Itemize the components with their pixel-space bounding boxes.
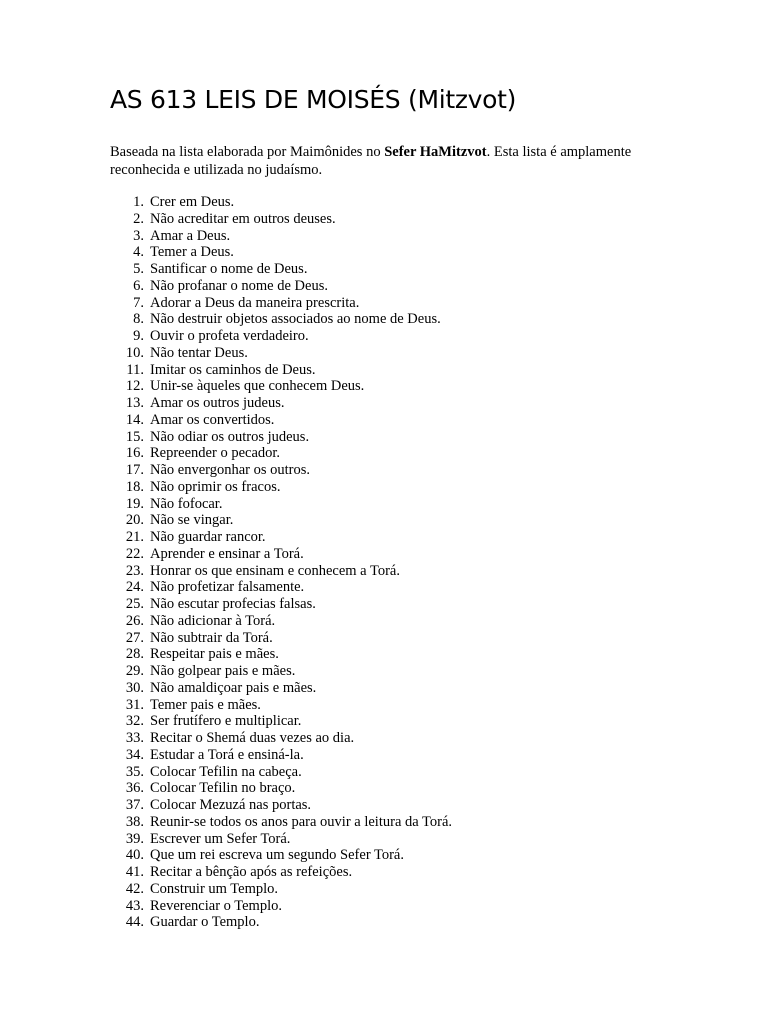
document-title: AS 613 LEIS DE MOISÉS (Mitzvot) bbox=[110, 85, 517, 114]
list-item bbox=[110, 847, 452, 864]
intro-paragraph bbox=[110, 143, 670, 179]
list-item-number: 32. bbox=[125, 713, 144, 730]
list-item bbox=[110, 563, 452, 580]
list-item-text: Reunir-se todos os anos para ouvir a leitura da Torá. bbox=[150, 813, 453, 830]
list-item-number: 6. bbox=[133, 277, 144, 294]
list-item-number: 11. bbox=[126, 361, 144, 378]
list-item bbox=[110, 596, 452, 613]
list-item-number: 3. bbox=[133, 227, 144, 244]
list-item-text: Reverenciar o Templo. bbox=[150, 897, 282, 914]
list-item bbox=[110, 831, 452, 848]
list-item bbox=[110, 362, 452, 379]
list-item-text: Amar os outros judeus. bbox=[150, 395, 285, 411]
list-item-number: 17. bbox=[125, 462, 144, 478]
list-item-text: Temer a Deus. bbox=[150, 244, 234, 261]
list-item-text: Não amaldiçoar pais e mães. bbox=[150, 679, 317, 696]
list-item-number: 40. bbox=[125, 847, 144, 864]
list-item-text: Recitar a bênção após as refeições. bbox=[150, 864, 353, 880]
list-item-number: 23. bbox=[125, 562, 144, 579]
list-item-number: 12. bbox=[125, 378, 144, 395]
list-item-number: 2. bbox=[133, 210, 144, 227]
list-item bbox=[110, 579, 452, 596]
list-item-text: Unir-se àqueles que conhecem Deus. bbox=[150, 378, 365, 395]
list-item-text: Repreender o pecador. bbox=[150, 445, 281, 462]
list-item bbox=[110, 663, 452, 680]
list-item-number: 42. bbox=[125, 880, 144, 897]
list-item-text: Imitar os caminhos de Deus. bbox=[150, 361, 316, 378]
list-item-text: Guardar o Templo. bbox=[150, 914, 260, 931]
list-item-number: 8. bbox=[133, 311, 144, 328]
list-item-text: Colocar Tefilin na cabeça. bbox=[150, 763, 302, 780]
list-item-number: 15. bbox=[125, 428, 144, 445]
intro-book-title: Sefer HaMitzvot bbox=[384, 144, 487, 160]
list-item bbox=[110, 445, 452, 462]
intro-text-end: . Esta lista é amplamente reconhecida e utilizada no judaísmo. bbox=[110, 144, 632, 178]
list-item-text: Não subtrair da Torá. bbox=[150, 629, 273, 646]
list-item-number: 24. bbox=[125, 579, 144, 596]
list-item-number: 27. bbox=[125, 629, 144, 646]
list-item-text: Não profanar o nome de Deus. bbox=[150, 277, 328, 294]
list-item bbox=[110, 613, 452, 630]
list-item bbox=[110, 914, 452, 931]
list-item bbox=[110, 529, 452, 546]
list-item-text: Estudar a Torá e ensiná-la. bbox=[150, 746, 304, 763]
list-item-number: 21. bbox=[125, 529, 144, 545]
list-item-number: 34. bbox=[125, 746, 144, 763]
list-item-number: 9. bbox=[133, 328, 144, 344]
list-item-text: Não oprimir os fracos. bbox=[150, 478, 281, 495]
list-item bbox=[110, 462, 452, 479]
list-item-text: Escrever um Sefer Torá. bbox=[150, 830, 291, 847]
list-item bbox=[110, 496, 452, 513]
list-item bbox=[110, 244, 452, 261]
list-item-number: 36. bbox=[125, 780, 144, 797]
list-item-text: Não golpear pais e mães. bbox=[150, 663, 296, 679]
list-item-number: 25. bbox=[125, 596, 144, 612]
list-item-number: 13. bbox=[125, 395, 144, 411]
list-item bbox=[110, 630, 452, 647]
list-item bbox=[110, 345, 452, 362]
list-item-text: Amar os convertidos. bbox=[150, 411, 275, 428]
list-item-text: Santificar o nome de Deus. bbox=[150, 261, 308, 277]
list-item bbox=[110, 378, 452, 395]
list-item bbox=[110, 646, 452, 663]
list-item bbox=[110, 881, 452, 898]
list-item-text: Não envergonhar os outros. bbox=[150, 462, 311, 478]
list-item-number: 1. bbox=[133, 194, 144, 210]
list-item-number: 14. bbox=[125, 411, 144, 428]
list-item-text: Aprender e ensinar a Torá. bbox=[150, 545, 304, 562]
list-item-text: Não fofocar. bbox=[150, 495, 223, 512]
list-item-text: Temer pais e mães. bbox=[150, 696, 261, 713]
list-item bbox=[110, 228, 452, 245]
list-item-text: Colocar Tefilin no braço. bbox=[150, 780, 296, 797]
list-item bbox=[110, 211, 452, 228]
list-item-number: 38. bbox=[125, 813, 144, 830]
list-item-text: Colocar Mezuzá nas portas. bbox=[150, 797, 312, 813]
list-item bbox=[110, 479, 452, 496]
list-item-text: Não adicionar à Torá. bbox=[150, 612, 276, 629]
list-item-number: 30. bbox=[125, 679, 144, 696]
list-item-number: 10. bbox=[125, 344, 144, 361]
list-item bbox=[110, 864, 452, 881]
list-item-text: Construir um Templo. bbox=[150, 880, 279, 897]
list-item-text: Não se vingar. bbox=[150, 512, 234, 529]
list-item-text: Respeitar pais e mães. bbox=[150, 646, 279, 663]
list-item bbox=[110, 680, 452, 697]
list-item-text: Ouvir o profeta verdadeiro. bbox=[150, 328, 309, 344]
list-item-number: 33. bbox=[125, 730, 144, 746]
list-item-number: 44. bbox=[125, 914, 144, 931]
list-item-number: 4. bbox=[133, 244, 144, 261]
list-item-text: Não acreditar em outros deuses. bbox=[150, 210, 336, 227]
list-item-number: 37. bbox=[125, 797, 144, 813]
list-item bbox=[110, 512, 452, 529]
list-item-text: Honrar os que ensinam e conhecem a Torá. bbox=[150, 562, 400, 579]
list-item-text: Não guardar rancor. bbox=[150, 529, 266, 545]
list-item-number: 16. bbox=[125, 445, 144, 462]
list-item-number: 26. bbox=[125, 612, 144, 629]
list-item-number: 43. bbox=[125, 897, 144, 914]
laws-list bbox=[110, 194, 452, 931]
list-item-number: 19. bbox=[125, 495, 144, 512]
list-item-number: 28. bbox=[125, 646, 144, 663]
list-item-number: 29. bbox=[125, 663, 144, 679]
list-item bbox=[110, 194, 452, 211]
list-item bbox=[110, 295, 452, 312]
list-item-text: Adorar a Deus da maneira prescrita. bbox=[150, 294, 360, 311]
list-item bbox=[110, 412, 452, 429]
list-item-number: 31. bbox=[125, 696, 144, 713]
list-item bbox=[110, 713, 452, 730]
list-item-text: Não tentar Deus. bbox=[150, 344, 248, 361]
list-item-text: Não destruir objetos associados ao nome de Deus. bbox=[150, 311, 441, 328]
list-item-number: 7. bbox=[133, 294, 144, 311]
list-item bbox=[110, 429, 452, 446]
list-item bbox=[110, 546, 452, 563]
list-item-text: Não escutar profecias falsas. bbox=[150, 596, 316, 612]
list-item-text: Amar a Deus. bbox=[150, 227, 231, 244]
list-item-number: 39. bbox=[125, 830, 144, 847]
list-item bbox=[110, 261, 452, 278]
list-item bbox=[110, 278, 452, 295]
list-item-text: Que um rei escreva um segundo Sefer Torá. bbox=[150, 847, 404, 864]
list-item bbox=[110, 395, 452, 412]
list-item bbox=[110, 328, 452, 345]
list-item-text: Não profetizar falsamente. bbox=[150, 579, 305, 596]
list-item bbox=[110, 311, 452, 328]
list-item bbox=[110, 747, 452, 764]
list-item bbox=[110, 797, 452, 814]
intro-text-start: Baseada na lista elaborada por Maimônides no bbox=[110, 144, 385, 160]
list-item-text: Crer em Deus. bbox=[150, 194, 235, 210]
list-item-number: 18. bbox=[125, 478, 144, 495]
list-item-text: Recitar o Shemá duas vezes ao dia. bbox=[150, 730, 355, 746]
list-item-text: Ser frutífero e multiplicar. bbox=[150, 713, 302, 730]
list-item-text: Não odiar os outros judeus. bbox=[150, 428, 310, 445]
list-item bbox=[110, 780, 452, 797]
list-item bbox=[110, 898, 452, 915]
list-item bbox=[110, 697, 452, 714]
list-item-number: 20. bbox=[125, 512, 144, 529]
list-item bbox=[110, 764, 452, 781]
list-item-number: 35. bbox=[125, 763, 144, 780]
list-item-number: 41. bbox=[125, 864, 144, 880]
list-item bbox=[110, 730, 452, 747]
list-item-number: 5. bbox=[133, 261, 144, 277]
list-item-number: 22. bbox=[125, 545, 144, 562]
list-item bbox=[110, 814, 452, 831]
